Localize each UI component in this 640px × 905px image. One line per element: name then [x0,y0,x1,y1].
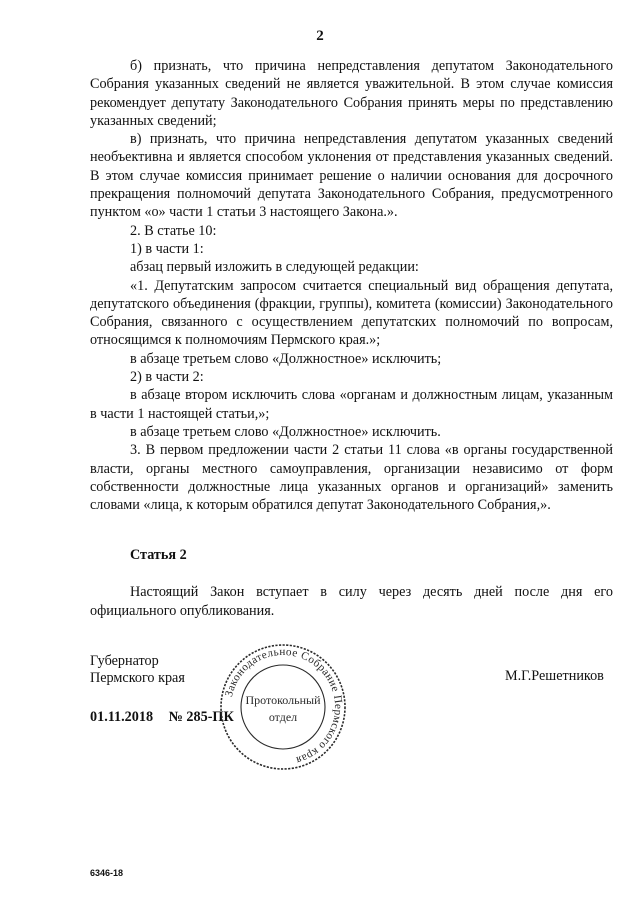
paragraph-abzac-third-2: в абзаце третьем слово «Должностное» исключить. [130,423,441,440]
law-date-number [90,709,234,726]
stamp [218,642,348,772]
paragraph-abzac-second: в абзаце втором исключить слова «органам и должностным лицам, указанным в части 1 настоящей статьи,»; [90,387,613,422]
law-date: 01.11.2018 [90,709,154,725]
article-heading: Статья 2 [130,547,187,563]
paragraph-part-2: 2) в части 2: [130,369,204,386]
paragraph-article-11: 3. В первом предложении части 2 статьи 11 слова «в органы государственной власти, органы местного самоуправления, организации независимо от форм собственности должностные лица указанных органов и организаций» заменить словами «лица, к которым обратился депутат Законодательного Собрания,». [90,442,613,514]
paragraph-article-10: 2. В статье 10: [130,222,217,239]
paragraph-abzac-third-1: в абзаце третьем слово «Должностное» исключить; [130,350,442,367]
page-number: 2 [316,28,324,44]
paragraph-b: б) признать, что причина непредставления депутатом Законодательного Собрания указанных сведений не является уважительной. В этом случае комиссия рекомендует депутату Законодательного Собрания принять меры по представлению указанных сведений; [90,58,613,129]
paragraph-part-1: 1) в части 1: [130,240,204,257]
document-body [90,57,613,514]
signatory-title-line2: Пермского края [90,669,185,686]
footer-code: 6346-18 [90,868,124,878]
law-number: № 285-ПК [168,709,234,725]
paragraph-v: в) признать, что причина непредставления депутатом указанных сведений необъективна и является способом уклонения от представления указанных сведений. В этом случае комиссия принимает решение о наличии основания для досрочного прекращения полномочий депутата Законодательного Собрания, предусмотренного пунктом «о» части 1 статьи 3 настоящего Закона.». [90,131,613,221]
signatory-name: М.Г.Решетников [505,668,604,684]
stamp-ring-text: Законодательное Собрание Пермского края [223,645,345,767]
paragraph-deputy-request: «1. Депутатским запросом считается специальный вид обращения депутата, депутатского объединения (фракции, группы), комитета (комиссии) Законодательного Собрания, связанного с осуществлением депутатских полномочий по вопросам, относящимся к полномочиям Пермского края.»; [90,277,613,349]
signatory-title-line1: Губернатор [90,653,159,669]
signatory-title [90,653,185,686]
final-section [90,583,613,621]
stamp-center-line2: отдел [268,710,298,724]
stamp-center-line1: Протокольный [245,693,321,707]
paragraph-abzac-first: абзац первый изложить в следующей редакции: [130,259,419,276]
paragraph-entry-into-force: Настоящий Закон вступает в силу через десять дней после дня его официального опубликования. [90,584,613,619]
